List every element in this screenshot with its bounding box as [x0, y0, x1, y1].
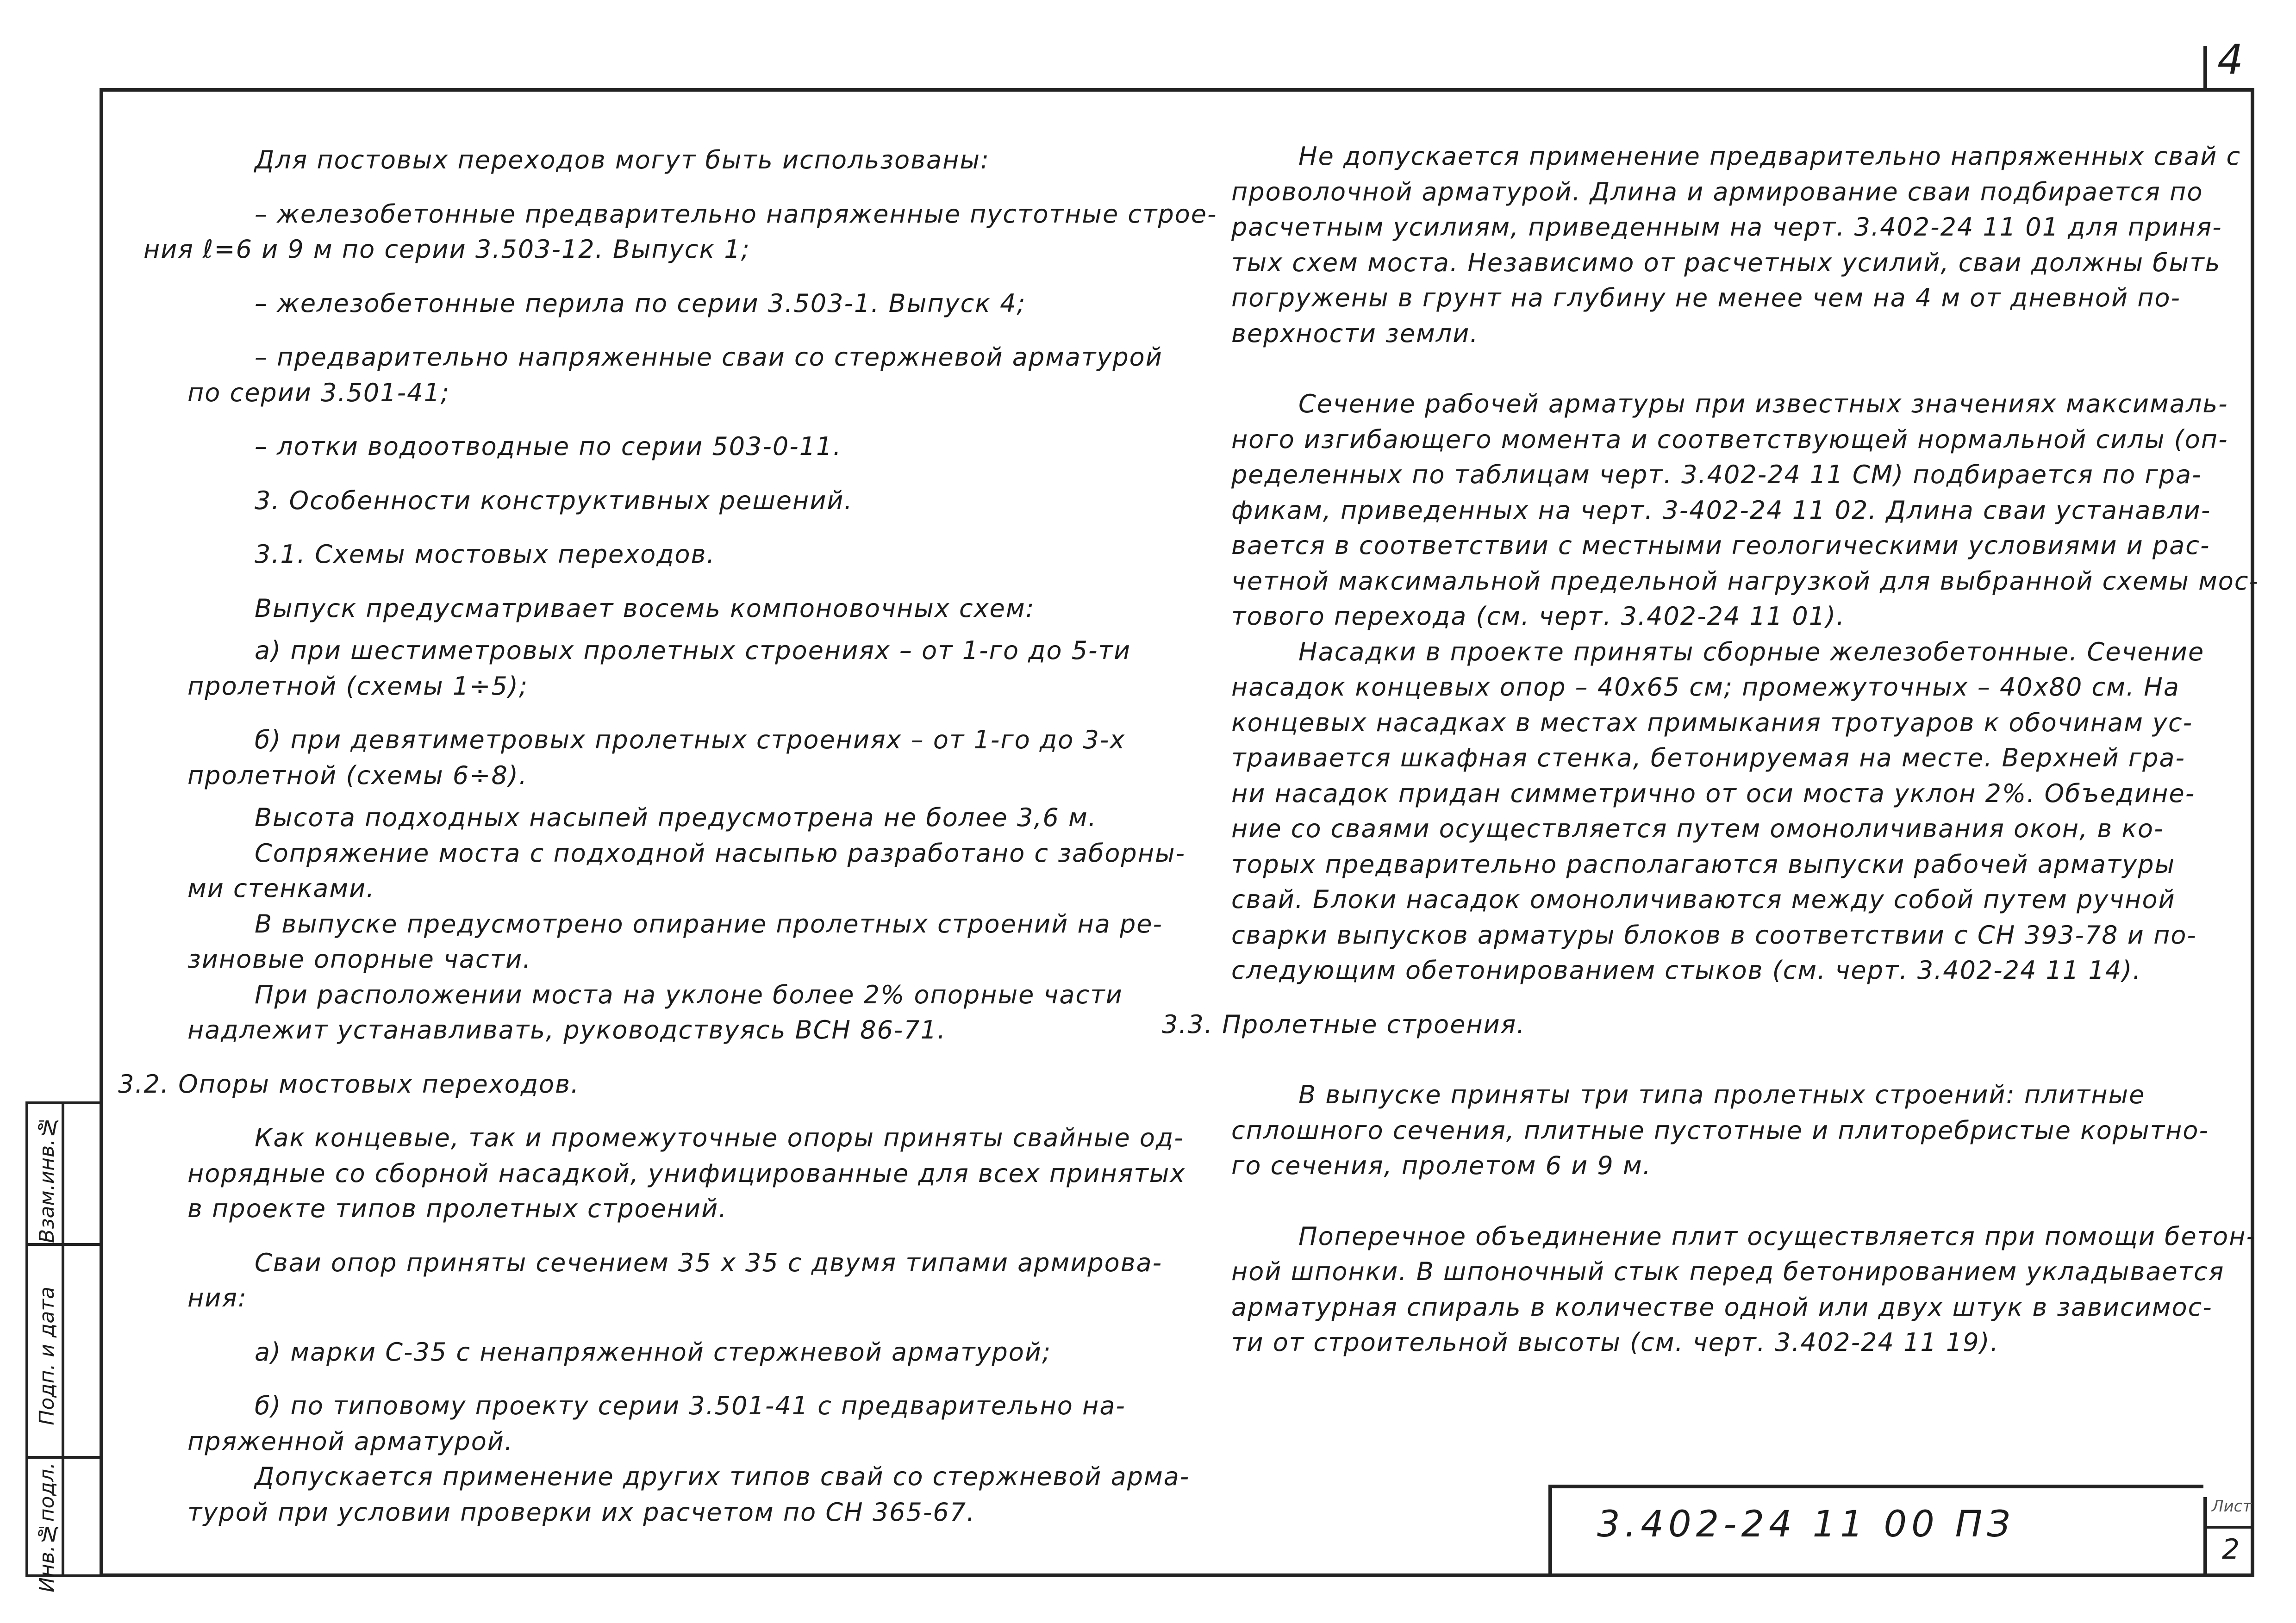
paragraph: Как концевые, так и промежуточные опоры приняты свайные од-: [255, 1123, 1184, 1152]
paragraph: тового перехода (см. черт. 3.402-24 11 01).: [1231, 602, 1846, 631]
podp-i-data-label: Подп. и дата: [35, 1287, 59, 1425]
paragraph: Сечение рабочей арматуры при известных значениях максималь-: [1298, 389, 2228, 418]
inv-no-podl-label: Инв.№подл.: [35, 1462, 59, 1592]
sheet-label: Лист: [2212, 1497, 2252, 1516]
paragraph: Высота подходных насыпей предусмотрена не более 3,6 м.: [255, 803, 1097, 832]
paragraph: надлежит устанавливать, руководствуясь ВСН 86-71.: [187, 1015, 947, 1045]
paragraph: зиновые опорные части.: [187, 945, 532, 974]
paragraph: Поперечное объединение плит осуществляется при помощи бетон-: [1298, 1221, 2256, 1251]
paragraph: го сечения, пролетом 6 и 9 м.: [1231, 1151, 1652, 1180]
paragraph: погружены в грунт на глубину не менее чем на 4 м от дневной по-: [1231, 283, 2181, 312]
paragraph: в проекте типов пролетных строений.: [187, 1194, 728, 1223]
paragraph: пряженной арматурой.: [187, 1426, 514, 1456]
paragraph: б) по типовому проекту серии 3.501-41 с предварительно на-: [255, 1391, 1126, 1420]
subsection-heading: 3.1. Схемы мостовых переходов.: [255, 540, 716, 569]
paragraph: траивается шкафная стенка, бетонируемая на месте. Верхней гра-: [1231, 743, 2185, 772]
right-column: [1162, 139, 2259, 1361]
paragraph: верхности земли.: [1231, 318, 1479, 348]
paragraph: ни насадок придан симметрично от оси моста уклон 2%. Объедине-: [1231, 778, 2196, 808]
paragraph: Насадки в проекте приняты сборные железобетонные. Сечение: [1298, 637, 2205, 666]
paragraph: Выпуск предусматривает восемь компоновочных схем:: [255, 593, 1035, 623]
paragraph: – железобетонные предварительно напряженные пустотные строе-: [255, 199, 1217, 229]
paragraph: Не допускается применение предварительно напряженных свай с: [1298, 142, 2241, 171]
paragraph: Для постовых переходов могут быть использованы:: [255, 145, 990, 174]
paragraph: – лотки водоотводные по серии 503-0-11.: [255, 432, 842, 461]
paragraph: Допускается применение других типов свай со стержневой арма-: [255, 1462, 1190, 1491]
paragraph: норядные со сборной насадкой, унифицированные для всех принятых: [187, 1158, 1186, 1188]
paragraph: фикам, приведенных на черт. 3-402-24 11 02. Длина сваи устанавли-: [1231, 495, 2211, 525]
subsection-heading: 3.2. Опоры мостовых переходов.: [118, 1069, 580, 1099]
paragraph: тых схем моста. Независимо от расчетных усилий, сваи должны быть: [1231, 248, 2221, 277]
vzam-inv-label: Взам.инв.№: [35, 1115, 59, 1244]
paragraph: насадок концевых опор – 40х65 см; промежуточных – 40х80 см. На: [1231, 672, 2180, 702]
paragraph: сварки выпусков арматуры блоков в соответствии с СН 393-78 и по-: [1231, 920, 2197, 950]
paragraph: При расположении моста на уклоне более 2% опорные части: [255, 980, 1123, 1009]
paragraph: концевых насадках в местах примыкания тротуаров к обочинам ус-: [1231, 708, 2193, 737]
paragraph: В выпуске приняты три типа пролетных строений: плитные: [1298, 1080, 2146, 1109]
subsection-heading: 3.3. Пролетные строения.: [1162, 1009, 1526, 1039]
document-code: 3.402-24 11 00 ПЗ: [1597, 1504, 2015, 1545]
paragraph: Сопряжение моста с подходной насыпью разработано с заборны-: [255, 838, 1186, 868]
paragraph: а) при шестиметровых пролетных строениях – от 1-го до 5-ти: [255, 636, 1131, 665]
paragraph: Сваи опор приняты сечением 35 х 35 с двумя типами армирова-: [255, 1248, 1163, 1277]
paragraph: свай. Блоки насадок омоноличиваются между собой путем ручной: [1231, 885, 2176, 914]
paragraph: – предварительно напряженные сваи со стержневой арматурой: [255, 342, 1163, 372]
paragraph: пролетной (схемы 6÷8).: [187, 760, 528, 790]
paragraph: – железобетонные перила по серии 3.503-1. Выпуск 4;: [255, 288, 1026, 318]
sheet-number: 4: [2217, 36, 2243, 83]
paragraph: б) при девятиметровых пролетных строениях – от 1-го до 3-х: [255, 725, 1126, 754]
paragraph: ми стенками.: [187, 874, 375, 903]
paragraph: турой при условии проверки их расчетом по СН 365-67.: [187, 1497, 976, 1527]
paragraph: расчетным усилиям, приведенным на черт. 3.402-24 11 01 для приня-: [1231, 212, 2222, 242]
left-column: [118, 143, 1217, 1530]
paragraph: ние со сваями осуществляется путем омоноличивания окон, в ко-: [1231, 814, 2164, 843]
paragraph: арматурная спираль в количестве одной или двух штук в зависимос-: [1231, 1292, 2213, 1322]
section-heading: 3. Особенности конструктивных решений.: [255, 485, 853, 515]
paragraph: ти от строительной высоты (см. черт. 3.402-24 11 19).: [1231, 1328, 1999, 1357]
paragraph: ной шпонки. В шпоночный стык перед бетонированием укладывается: [1231, 1257, 2225, 1286]
paragraph: а) марки С-35 с ненапряженной стержневой арматурой;: [255, 1337, 1052, 1367]
paragraph: торых предварительно располагаются выпуски рабочей арматуры: [1231, 849, 2176, 879]
paragraph: вается в соответствии с местными геологическими условиями и рас-: [1231, 531, 2210, 560]
paragraph: В выпуске предусмотрено опирание пролетных строений на ре-: [255, 909, 1163, 939]
paragraph: ния:: [187, 1283, 248, 1312]
paragraph: ния ℓ=6 и 9 м по серии 3.503-12. Выпуск 1;: [144, 235, 750, 264]
paragraph: сплошного сечения, плитные пустотные и плиторебристые корытно-: [1231, 1115, 2209, 1145]
paragraph: проволочной арматурой. Длина и армирование сваи подбирается по: [1231, 177, 2203, 206]
paragraph: ределенных по таблицам черт. 3.402-24 11 СМ) подбирается по гра-: [1231, 460, 2202, 489]
paragraph: пролетной (схемы 1÷5);: [187, 671, 529, 701]
paragraph: четной максимальной предельной нагрузкой для выбранной схемы мос-: [1231, 566, 2259, 596]
paragraph: ного изгибающего момента и соответствующей нормальной силы (оп-: [1231, 424, 2228, 454]
sheet-value: 2: [2222, 1533, 2240, 1566]
paragraph: по серии 3.501-41;: [187, 378, 450, 407]
paragraph: следующим обетонированием стыков (см. черт. 3.402-24 11 14).: [1231, 956, 2142, 985]
